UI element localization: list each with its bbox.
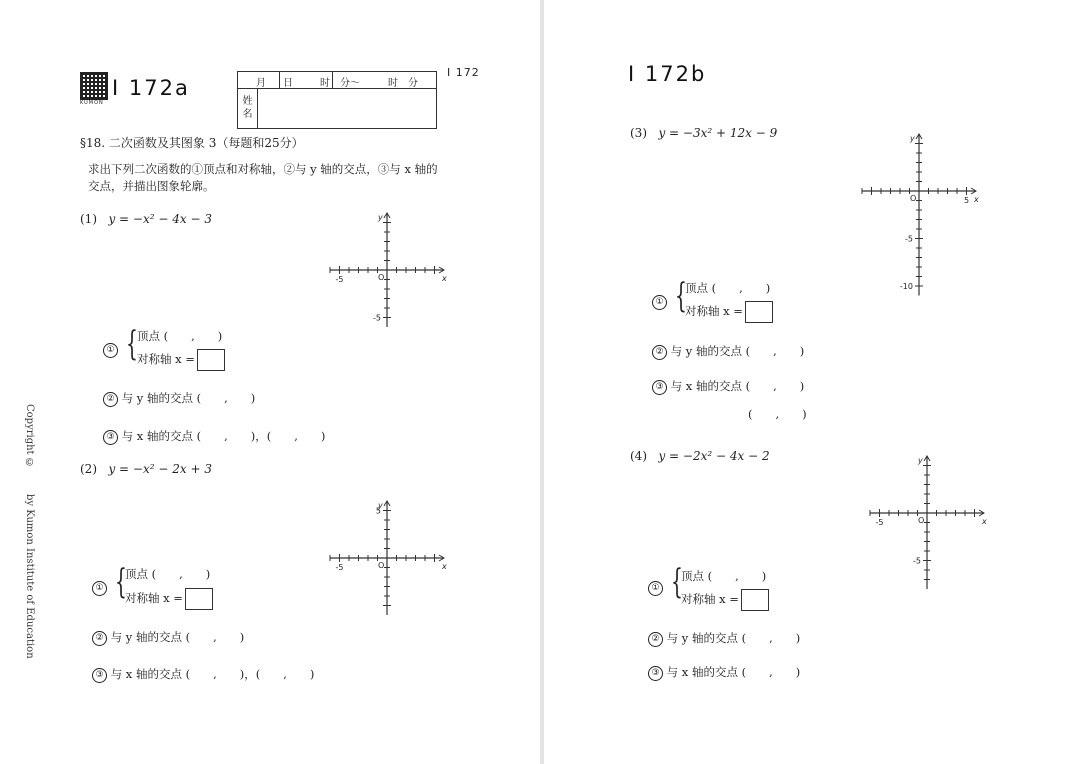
tick-label: 5	[375, 506, 381, 516]
axis-answer-box[interactable]	[745, 301, 773, 323]
x-intercept-answer: ③ 与 x 轴的交点 ( , )，( , )	[103, 428, 325, 445]
graph-3	[854, 126, 1029, 401]
tick-label: -5	[335, 275, 344, 284]
x-intercept-answer: ③ 与 x 轴的交点 ( , )，( , )	[92, 666, 314, 683]
circle-marker: ①	[92, 578, 107, 597]
problem-equation: y = −2x² − 4x − 2	[658, 449, 770, 463]
x-axis-label: x	[442, 274, 447, 283]
vertex-answer: 顶点 ( , )	[681, 569, 767, 583]
vertex-answer: 顶点 ( , )	[125, 567, 211, 581]
axis-answer: 对称轴 x =	[685, 301, 773, 323]
y-intercept-answer: ② 与 y 轴的交点 ( , )	[652, 343, 804, 360]
origin-label: O	[378, 561, 385, 570]
vertex-answer: 顶点 ( , )	[137, 329, 223, 343]
problem-number: (4)	[630, 449, 647, 463]
problem-equation: y = −x² − 2x + 3	[108, 462, 212, 476]
problem-1-header	[80, 212, 212, 226]
month-label: 月	[256, 78, 266, 89]
name-label: 姓 名	[238, 88, 258, 128]
problem-number: (1)	[80, 212, 97, 226]
axis-answer-box[interactable]	[741, 589, 769, 611]
x-axis-label: x	[974, 195, 979, 204]
y-axis-label: y	[378, 213, 383, 222]
instruction-line-1: 求出下列二次函数的①顶点和对称轴，②与 y 轴的交点，③与 x 轴的	[88, 162, 438, 176]
right-page: I 172b (3) y = −3x² + 12x − 9 x y O 5 -5 -10 ① { 顶点 ( , ) 对称轴 x = ② 与 y 轴的交点 ( , ) ③ 与 x 轴的交点 ( , ) ( , ) (4) y = −2x² − 4x − 2 x y O -5 -5 ① { 顶点 ( , ) 对称轴 x = ② 与 y 轴的交点 ( , ) ③ 与 x 轴的交点 ( , )	[544, 0, 1080, 764]
y-axis-label: y	[918, 456, 923, 465]
x-axis-label: x	[442, 562, 447, 571]
problem-3-header	[630, 126, 777, 140]
instruction-line-2: 交点，并描出图象轮廓。	[88, 179, 215, 193]
corner-code: I 172	[447, 66, 480, 79]
date-name-box	[237, 71, 437, 129]
y-axis-label: y	[910, 134, 915, 143]
graph-1	[322, 205, 472, 385]
kumon-logo-icon	[80, 72, 108, 100]
time-to-label: 时 分	[388, 78, 418, 89]
x-intercept-answer-2: ( , )	[748, 407, 807, 421]
x-intercept-answer: ③ 与 x 轴的交点 ( , )	[652, 378, 804, 395]
y-intercept-answer: ② 与 y 轴的交点 ( , )	[103, 390, 255, 407]
axis-answer: 对称轴 x =	[681, 589, 769, 611]
origin-label: O	[918, 516, 925, 525]
tick-label: -5	[875, 518, 884, 527]
origin-label: O	[910, 194, 917, 203]
tick-label: -5	[373, 313, 381, 323]
logo-caption: KUMON	[80, 100, 104, 106]
axis-answer-box[interactable]	[185, 588, 213, 610]
problem-number: (3)	[630, 126, 647, 140]
day-label: 日	[283, 78, 293, 89]
time-from-label: 时 分～	[320, 78, 360, 89]
worksheet-code: I 172b	[628, 62, 707, 86]
y-axis-label: y	[378, 501, 383, 510]
section-title: §18. 二次函数及其图象 3（每题和25分）	[80, 136, 304, 150]
graph-2	[322, 493, 472, 673]
x-axis-label: x	[982, 517, 987, 526]
tick-label: 5	[963, 196, 970, 205]
axis-answer: 对称轴 x =	[125, 588, 213, 610]
problem-4-header	[630, 449, 770, 463]
y-intercept-answer: ② 与 y 轴的交点 ( , )	[648, 630, 800, 647]
copyright-text-2: by Kumon Institute of Education	[24, 494, 35, 659]
circle-marker: ①	[652, 292, 667, 311]
circle-marker: ①	[103, 340, 118, 359]
copyright-text-1: Copyright ©	[24, 404, 35, 469]
tick-label: -5	[913, 556, 921, 566]
tick-label: -5	[335, 563, 344, 572]
origin-label: O	[378, 273, 385, 282]
circle-marker: ①	[648, 578, 663, 597]
problem-equation: y = −x² − 4x − 3	[108, 212, 212, 226]
left-page: KUMON I 172a 月 日 时 分～ 时 分 姓 名 I 172 §18. 二次函数及其图象 3（每题和25分） 求出下列二次函数的①顶点和对称轴，②与 y 轴的交点，③与 x 轴的 交点，并描出图象轮廓。 (1) y = −x² − 4x − 3 x y O -5 -5 ① { 顶点 ( , ) 对称轴 x = ② 与 y 轴的交点 ( , ) ③ 与 x 轴的交点 ( , )，( , ) (2) y = −x² − 2x + 3 x y O -5 5 ① { 顶点 ( , ) 对称轴 x = ② 与 y 轴的交点 ( , ) ③ 与 x 轴的交点 ( , )，( , ) Copyright © by Kumon Institute of Education	[0, 0, 540, 764]
problem-2-header	[80, 462, 212, 476]
axis-answer-box[interactable]	[197, 349, 225, 371]
vertex-answer: 顶点 ( , )	[685, 281, 771, 295]
problem-equation: y = −3x² + 12x − 9	[658, 126, 778, 140]
graph-4	[862, 448, 1027, 638]
worksheet-code: I 172a	[112, 76, 190, 100]
y-intercept-answer: ② 与 y 轴的交点 ( , )	[92, 629, 244, 646]
axis-answer: 对称轴 x =	[137, 349, 225, 371]
x-intercept-answer: ③ 与 x 轴的交点 ( , )	[648, 664, 800, 681]
tick-label: -10	[899, 282, 913, 291]
problem-number: (2)	[80, 462, 97, 476]
tick-label: -5	[905, 234, 913, 244]
